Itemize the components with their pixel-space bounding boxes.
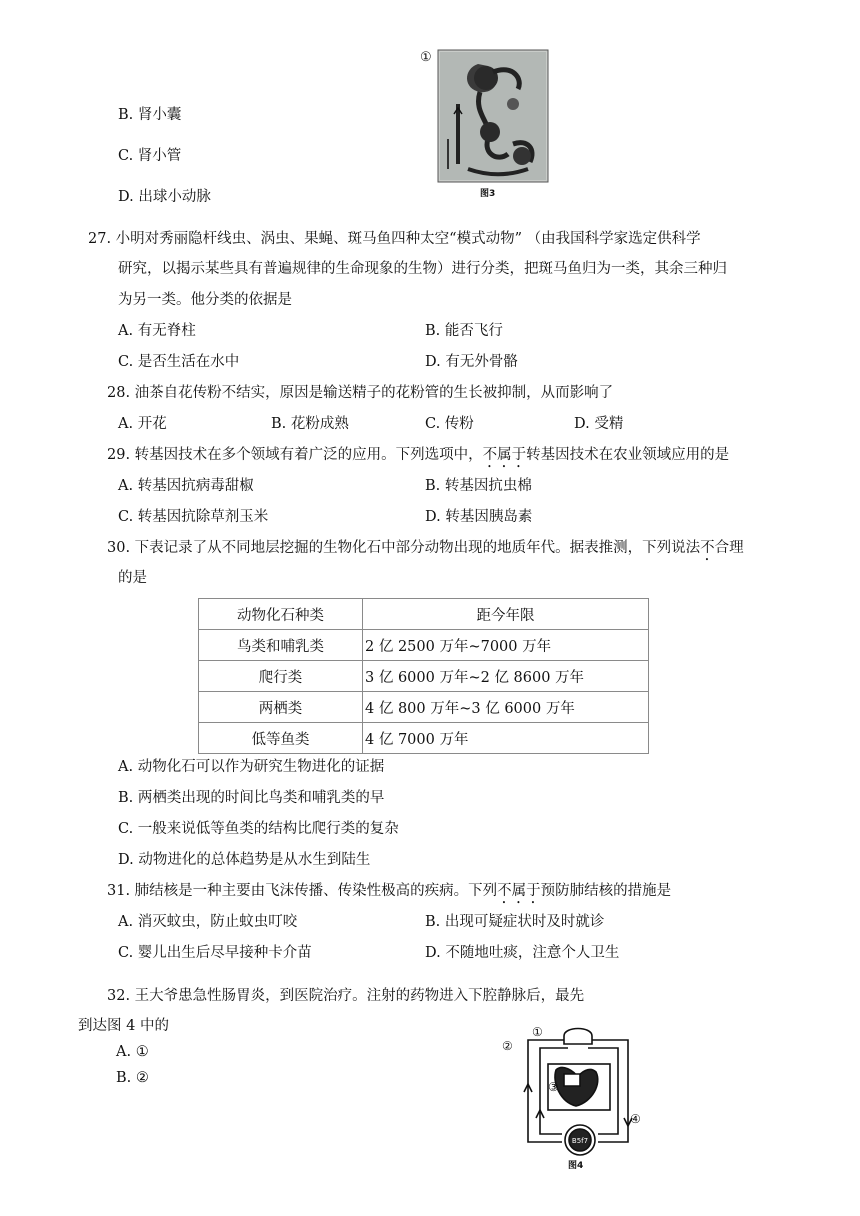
q32-option-b: B. ② [116, 1070, 149, 1086]
table-header-time-range: 距今年限 [363, 599, 649, 630]
q30-stem-emphasis: 不 [700, 540, 715, 556]
q27-stem-line2: 研究，以揭示某些具有普遍规律的生命现象的生物）进行分类，把斑马鱼归为一类，其余三种归 [118, 261, 727, 277]
table-cell-range: 4 亿 7000 万年 [363, 723, 649, 754]
figure-3-marker: ① [420, 50, 432, 65]
q29-stem [107, 445, 729, 471]
q30-option-a: A. 动物化石可以作为研究生物进化的证据 [118, 759, 385, 775]
table-header-fossil-type: 动物化石种类 [199, 599, 363, 630]
q27-option-c: C. 是否生活在水中 [118, 354, 240, 370]
q29-option-c: C. 转基因抗除草剂玉米 [118, 509, 269, 525]
figure-4-marker-4: ④ [630, 1112, 641, 1126]
q31-stem-emphasis: 不属于 [497, 883, 541, 899]
table-row [199, 692, 649, 723]
q26-option-b: B. 肾小囊 [118, 107, 182, 123]
q27-stem-line1: 27. 小明对秀丽隐杆线虫、涡虫、果蝇、斑马鱼四种太空“模式动物” （由我国科学家选定供科学 [88, 231, 701, 247]
figure-4-marker-2: ② [502, 1039, 513, 1053]
nephron-illustration [418, 44, 550, 204]
q30-option-b: B. 两栖类出现的时间比鸟类和哺乳类的早 [118, 790, 385, 806]
table-cell-range: 4 亿 800 万年~3 亿 6000 万年 [363, 692, 649, 723]
table-cell-type: 爬行类 [199, 661, 363, 692]
q31-option-d: D. 不随地吐痰，注意个人卫生 [425, 945, 620, 961]
figure-3 [418, 44, 550, 204]
table-row [199, 661, 649, 692]
q28-option-d: D. 受精 [574, 416, 624, 432]
q30-option-c: C. 一般来说低等鱼类的结构比爬行类的复杂 [118, 821, 399, 837]
q32-option-a: A. ① [116, 1044, 149, 1060]
table-cell-type: 两栖类 [199, 692, 363, 723]
q30-option-d: D. 动物进化的总体趋势是从水生到陆生 [118, 852, 371, 868]
figure-4-marker-3: ③ [548, 1080, 559, 1094]
q30-stem-line2: 的是 [118, 570, 147, 586]
q30-stem [107, 538, 744, 564]
table-cell-range: 2 亿 2500 万年~7000 万年 [363, 630, 649, 661]
q31-option-a: A. 消灭蚊虫，防止蚊虫叮咬 [118, 914, 298, 930]
q29-stem-emphasis: 不属于 [482, 447, 527, 463]
q31-option-b: B. 出现可疑症状时及时就诊 [425, 914, 605, 930]
q28-option-b: B. 花粉成熟 [271, 416, 349, 432]
q28-option-a: A. 开花 [118, 416, 167, 432]
q32-stem-line1: 32. 王大爷患急性肠胃炎，到医院治疗。注射的药物进入下腔静脉后，最先 [107, 988, 585, 1004]
q27-option-b: B. 能否飞行 [425, 323, 503, 339]
circulation-diagram [500, 1022, 660, 1172]
fossil-table [198, 598, 649, 754]
organ-label: B5f7 [571, 1137, 589, 1145]
table-header-row [199, 599, 649, 630]
q29-stem-before: 29. 转基因技术在多个领域有着广泛的应用。下列选项中， [107, 447, 483, 463]
q27-option-d: D. 有无外骨骼 [425, 354, 518, 370]
q26-option-d: D. 出球小动脉 [118, 189, 211, 205]
q27-option-a: A. 有无脊柱 [118, 323, 196, 339]
q31-stem-after: 预防肺结核的措施是 [540, 883, 672, 899]
figure-4-caption: 图4 [568, 1161, 584, 1171]
table-row [199, 630, 649, 661]
q31-stem [107, 881, 671, 907]
figure-3-caption: 图3 [480, 189, 496, 199]
q27-stem-line3: 为另一类。他分类的依据是 [118, 292, 292, 308]
figure-4 [500, 1022, 660, 1172]
q29-option-b: B. 转基因抗虫棉 [425, 478, 532, 494]
q31-stem-before: 31. 肺结核是一种主要由飞沫传播、传染性极高的疾病。下列 [107, 883, 498, 899]
table-cell-type: 鸟类和哺乳类 [199, 630, 363, 661]
table-cell-type: 低等鱼类 [199, 723, 363, 754]
q30-stem-after: 合理 [714, 540, 744, 556]
q31-option-c: C. 婴儿出生后尽早接种卡介苗 [118, 945, 312, 961]
q30-stem-before: 30. 下表记录了从不同地层挖掘的生物化石中部分动物出现的地质年代。据表推测，下列说法 [107, 540, 701, 556]
q26-option-c: C. 肾小管 [118, 148, 182, 164]
table-row [199, 723, 649, 754]
q32-stem-line2: 到达图 4 中的 [78, 1018, 169, 1034]
figure-4-marker-1: ① [532, 1025, 543, 1039]
q29-option-a: A. 转基因抗病毒甜椒 [118, 478, 254, 494]
q29-option-d: D. 转基因胰岛素 [425, 509, 533, 525]
q29-stem-after: 转基因技术在农业领域应用的是 [526, 447, 730, 463]
table-cell-range: 3 亿 6000 万年~2 亿 8600 万年 [363, 661, 649, 692]
q28-option-c: C. 传粉 [425, 416, 474, 432]
q28-stem: 28. 油茶自花传粉不结实，原因是输送精子的花粉管的生长被抑制，从而影响了 [107, 385, 614, 401]
